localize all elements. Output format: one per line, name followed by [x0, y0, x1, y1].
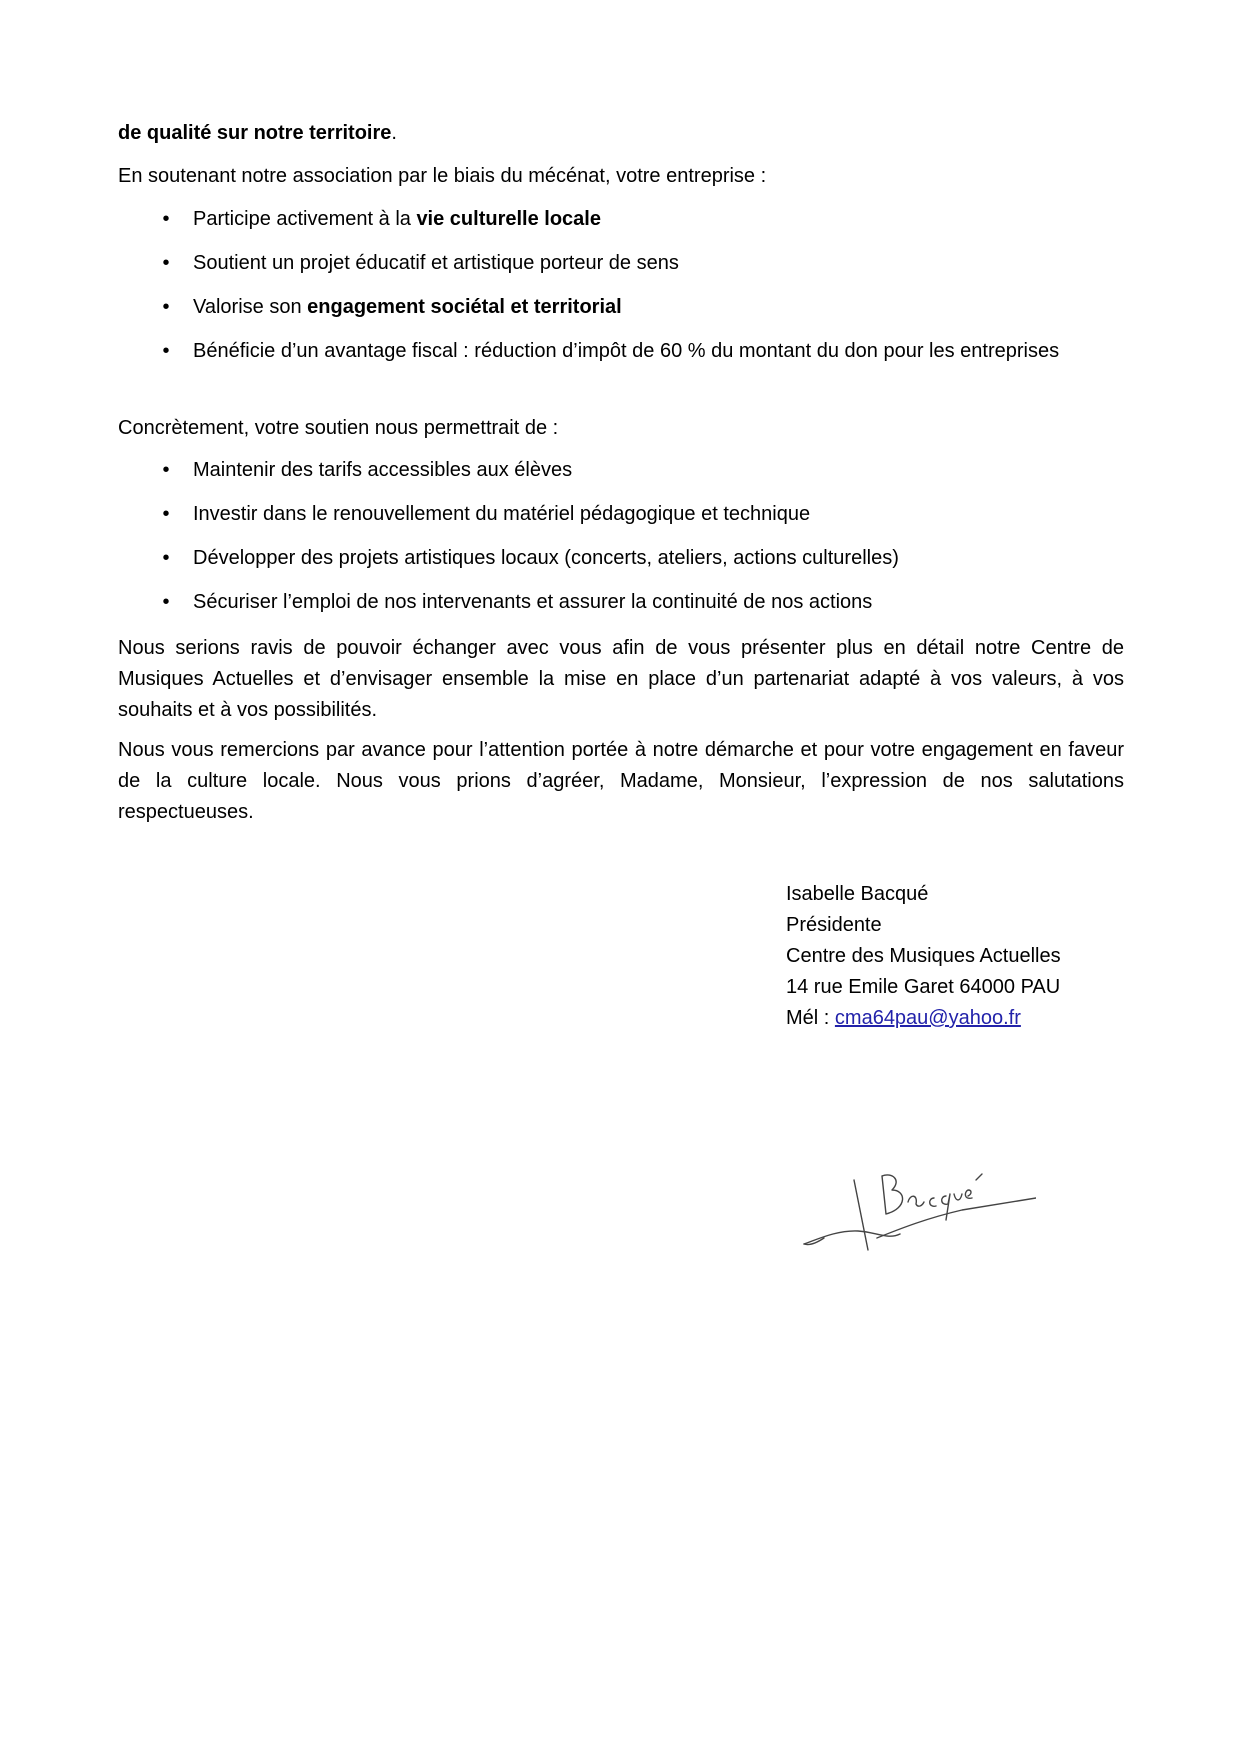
email-link[interactable]: cma64pau@yahoo.fr: [834, 1007, 1021, 1029]
intro-fragment-bold: de qualité sur notre territoire: [118, 122, 392, 144]
benefit-plain: Participe activement à la: [193, 208, 417, 230]
signature-scribble-icon: [796, 1090, 1036, 1330]
benefit-text: [193, 292, 1124, 323]
benefit-plain: Bénéficie d’un avantage fiscal : réduction d’impôt de 60 % du montant du don pour les entreprises: [193, 340, 1060, 362]
closing-paragraph-meeting: Nous serions ravis de pouvoir échanger avec vous afin de vous présenter plus en détail notre Centre de Musiques Actuelles et d’envisager ensemble la mise en place d’un partenariat adapté à vos valeurs, à vos souhaits et à vos possibilités.: [118, 637, 1124, 721]
support-intro: En soutenant notre association par le biais du mécénat, votre entreprise :: [118, 165, 767, 187]
benefit-plain: Soutient un projet éducatif et artistique porteur de sens: [193, 252, 679, 274]
use-text: Développer des projets artistiques locaux (concerts, ateliers, actions culturelles): [193, 547, 899, 569]
bullet-icon: •: [162, 252, 170, 274]
intro-fragment-tail: .: [391, 122, 397, 144]
use-text: Maintenir des tarifs accessibles aux élèves: [193, 459, 573, 481]
bullet-icon: •: [162, 459, 170, 481]
signatory-email-line: [786, 1003, 1061, 1034]
closing-paragraph-thanks: Nous vous remercions par avance pour l’attention portée à notre démarche et pour votre engagement en faveur de la culture locale. Nous vous prions d’agréer, Madame, Monsieur, l’expression de nos salutations respectueuses.: [118, 739, 1124, 823]
benefit-plain: Valorise son: [193, 296, 308, 318]
use-text: Investir dans le renouvellement du matériel pédagogique et technique: [193, 503, 811, 525]
intro-fragment: [118, 120, 397, 146]
benefit-bold: vie culturelle locale: [416, 208, 601, 230]
concrete-intro: Concrètement, votre soutien nous permettrait de :: [118, 417, 559, 439]
signatory-name: Isabelle Bacqué: [786, 883, 929, 905]
signatory-organization: Centre des Musiques Actuelles: [786, 945, 1061, 967]
bullet-icon: •: [162, 340, 170, 362]
handwritten-signature: [796, 1090, 1036, 1330]
use-text: Sécuriser l’emploi de nos intervenants et assurer la continuité de nos actions: [193, 591, 873, 613]
bullet-icon: •: [162, 591, 170, 613]
benefit-text: [193, 336, 1124, 367]
benefit-text: [193, 204, 1124, 235]
email-label: Mél :: [786, 1007, 835, 1029]
bullet-icon: •: [162, 503, 170, 525]
signatory-address: 14 rue Emile Garet 64000 PAU: [786, 976, 1061, 998]
signatory-title: Présidente: [786, 914, 882, 936]
bullet-icon: •: [162, 208, 170, 230]
bullet-icon: •: [162, 547, 170, 569]
benefit-text: [193, 248, 1124, 279]
benefit-bold: engagement sociétal et territorial: [307, 296, 622, 318]
bullet-icon: •: [162, 296, 170, 318]
signature-block: [786, 879, 1061, 1034]
